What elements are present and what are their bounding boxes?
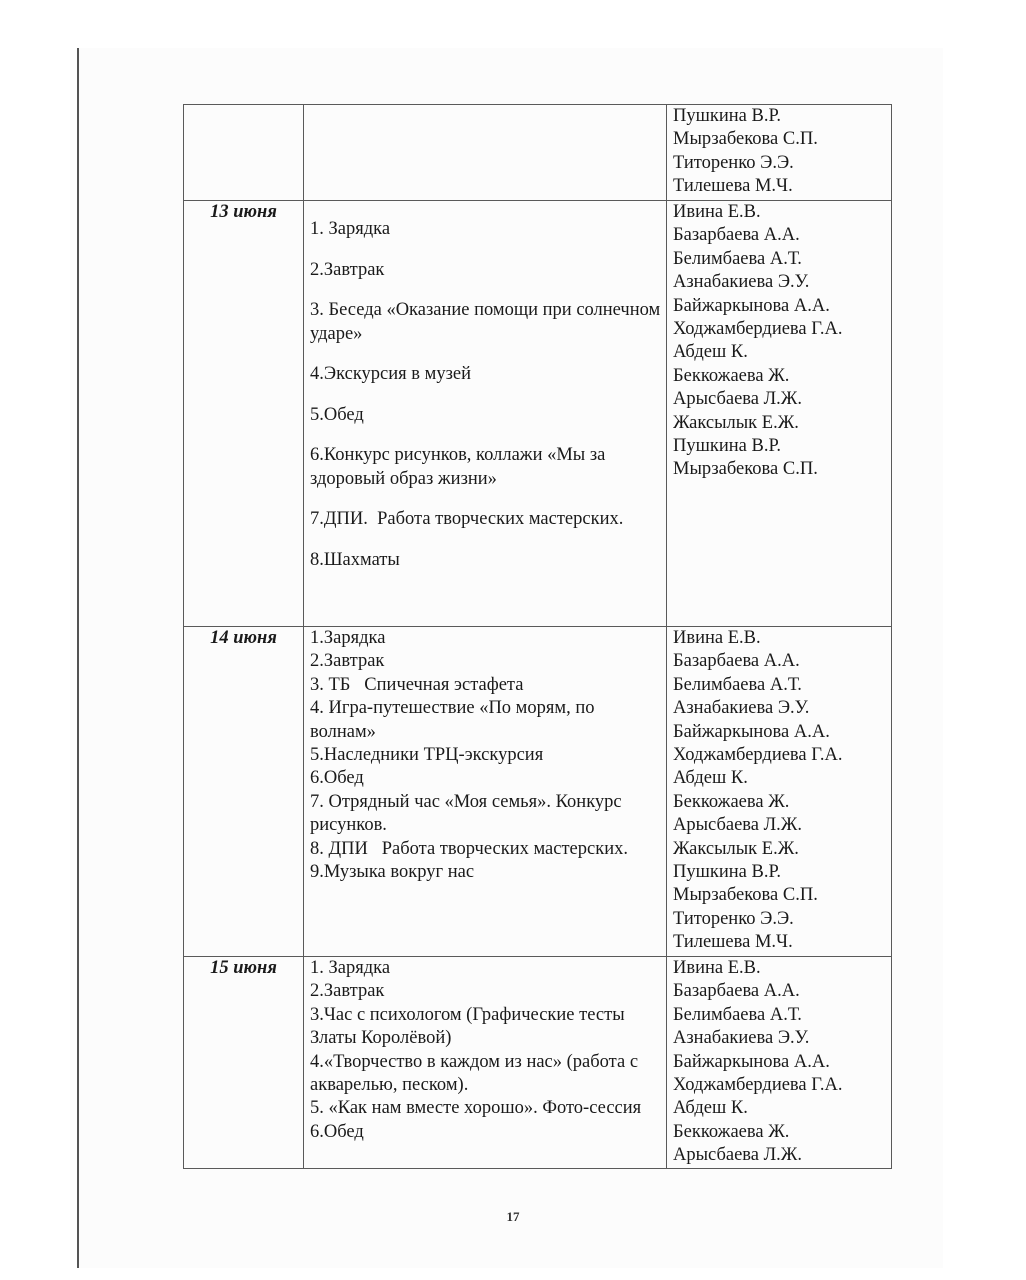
activity-item: 5.Обед — [310, 404, 364, 425]
staff-name: Титоренко Э.Э. — [673, 908, 794, 929]
date-cell — [184, 105, 304, 201]
staff-name: Пушкина В.Р. — [673, 436, 782, 457]
staff-cell — [667, 201, 892, 627]
staff-cell — [667, 627, 892, 957]
activity-item: 5.Наследники ТРЦ-экскурсия — [310, 745, 544, 766]
staff-name: Байжаркынова А.А. — [673, 721, 830, 742]
activity-item: 6.Обед — [310, 1121, 364, 1142]
activity-item: 8. ДПИ Работа творческих мастерских. — [310, 838, 628, 859]
staff-name: Мырзабекова С.П. — [673, 885, 818, 906]
date-cell — [184, 627, 304, 957]
staff-name: Ходжамбердиева Г.А. — [673, 745, 843, 766]
activity-item: 3. Беседа «Оказание помощи при солнечном ударе» — [310, 300, 665, 344]
staff-name: Тилешева М.Ч. — [673, 176, 793, 197]
table-row — [184, 201, 892, 627]
activity-item: 3.Час с психологом (Графические тесты Златы Королёвой) — [310, 1004, 630, 1049]
activities-cell — [304, 627, 667, 957]
staff-name: Беккожаева Ж. — [673, 365, 790, 386]
staff-name: Азнабакиева Э.У. — [673, 272, 810, 293]
staff-name: Абдеш К. — [673, 768, 748, 789]
table-row — [184, 627, 892, 957]
date-label: 14 июня — [210, 628, 277, 648]
staff-name: Базарбаева А.А. — [673, 981, 800, 1002]
activities-cell — [304, 201, 667, 627]
staff-name: Арысбаева Л.Ж. — [673, 389, 803, 410]
staff-name: Абдеш К. — [673, 1098, 748, 1119]
staff-name: Ходжамбердиева Г.А. — [673, 1075, 843, 1096]
activity-item: 2.Завтрак — [310, 981, 385, 1002]
staff-name: Белимбаева А.Т. — [673, 248, 802, 269]
activity-item: 1.Зарядка — [310, 628, 386, 648]
staff-name: Тилешева М.Ч. — [673, 932, 793, 953]
staff-name: Базарбаева А.А. — [673, 225, 800, 246]
staff-name: Жаксылык Е.Ж. — [673, 838, 799, 859]
staff-name: Базарбаева А.А. — [673, 651, 800, 672]
page-number: 17 — [506, 1209, 520, 1224]
activity-item: 7.ДПИ. Работа творческих мастерских. — [310, 509, 624, 530]
staff-name: Ходжамбердиева Г.А. — [673, 319, 843, 340]
staff-cell — [667, 957, 892, 1169]
activity-item: 1. Зарядка — [310, 219, 391, 239]
staff-name: Беккожаева Ж. — [673, 791, 790, 812]
table-row — [184, 957, 892, 1169]
staff-name: Титоренко Э.Э. — [673, 152, 794, 173]
staff-name: Ивина Е.В. — [673, 202, 761, 222]
staff-name: Беккожаева Ж. — [673, 1121, 790, 1142]
table-row — [184, 105, 892, 201]
staff-cell — [667, 105, 892, 201]
activities-cell — [304, 957, 667, 1169]
activity-item: 4.«Творчество в каждом из нас» (работа с акварелью, песком). — [310, 1051, 643, 1096]
activity-item: 5. «Как нам вместе хорошо». Фото-сессия — [310, 1098, 642, 1119]
activity-item: 8.Шахматы — [310, 549, 400, 570]
staff-name: Арысбаева Л.Ж. — [673, 815, 803, 836]
date-label: 13 июня — [210, 202, 277, 222]
staff-name: Жаксылык Е.Ж. — [673, 412, 799, 433]
staff-name: Арысбаева Л.Ж. — [673, 1145, 803, 1166]
staff-name: Мырзабекова С.П. — [673, 459, 818, 480]
activity-item: 6.Конкурс рисунков, коллажи «Мы за здоровый образ жизни» — [310, 445, 610, 489]
staff-name: Белимбаева А.Т. — [673, 1004, 802, 1025]
activity-item: 7. Отрядный час «Моя семья». Конкурс рисунков. — [310, 791, 627, 836]
activity-item: 4. Игра-путешествие «По морям, по волнам» — [310, 698, 600, 742]
activity-item: 1. Зарядка — [310, 958, 391, 978]
activity-item: 2.Завтрак — [310, 259, 385, 280]
staff-name: Пушкина В.Р. — [673, 106, 782, 126]
date-cell — [184, 201, 304, 627]
staff-name: Ивина Е.В. — [673, 958, 761, 978]
staff-name: Азнабакиева Э.У. — [673, 1028, 810, 1049]
activity-item: 6.Обед — [310, 768, 364, 789]
staff-name: Азнабакиева Э.У. — [673, 698, 810, 719]
staff-name: Абдеш К. — [673, 342, 748, 363]
staff-name: Ивина Е.В. — [673, 628, 761, 648]
staff-name: Байжаркынова А.А. — [673, 1051, 830, 1072]
activity-item: 4.Экскурсия в музей — [310, 364, 472, 385]
date-cell — [184, 957, 304, 1169]
activity-item: 9.Музыка вокруг нас — [310, 862, 475, 883]
schedule-table — [183, 104, 892, 1169]
activity-item: 3. ТБ Спичечная эстафета — [310, 674, 524, 695]
activity-item: 2.Завтрак — [310, 651, 385, 672]
staff-name: Белимбаева А.Т. — [673, 674, 802, 695]
staff-name: Мырзабекова С.П. — [673, 129, 818, 150]
date-label: 15 июня — [210, 958, 277, 978]
activities-cell — [304, 105, 667, 201]
staff-name: Байжаркынова А.А. — [673, 295, 830, 316]
staff-name: Пушкина В.Р. — [673, 862, 782, 883]
